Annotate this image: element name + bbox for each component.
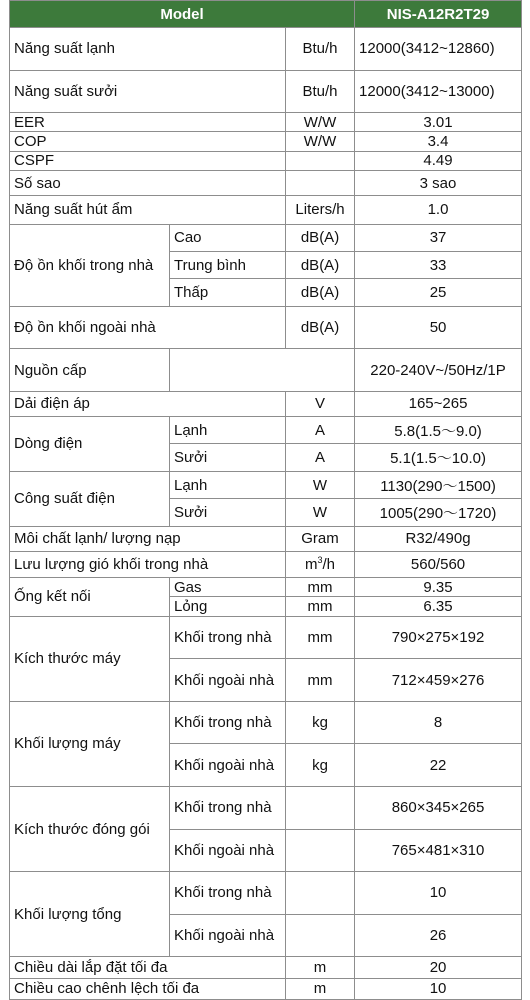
- row-value: 8: [355, 701, 522, 744]
- sub-label: Khối ngoài nhà: [170, 914, 286, 957]
- row-unit: Btu/h: [286, 28, 355, 71]
- sub-label: Sưởi: [170, 444, 286, 471]
- row-unit: Gram: [286, 526, 355, 551]
- row-label: Năng suất hút ẩm: [10, 196, 286, 224]
- row-value: 12000(3412~13000): [355, 70, 522, 113]
- row-unit: mm: [286, 597, 355, 616]
- table-row: [10, 349, 522, 392]
- table-row: [10, 151, 522, 170]
- row-unit: Btu/h: [286, 70, 355, 113]
- row-label: Môi chất lạnh/ lượng nạp: [10, 526, 286, 551]
- row-value: 37: [355, 224, 522, 251]
- row-label: Công suất điện: [10, 471, 170, 526]
- row-label: Số sao: [10, 170, 286, 195]
- row-value: 1005(290～1720): [355, 499, 522, 526]
- row-unit: [286, 914, 355, 957]
- row-unit: [286, 786, 355, 829]
- row-unit: W: [286, 499, 355, 526]
- row-value: 26: [355, 914, 522, 957]
- row-unit: dB(A): [286, 224, 355, 251]
- row-unit: A: [286, 444, 355, 471]
- table-row: [10, 391, 522, 416]
- table-row: [10, 978, 522, 1000]
- row-unit: dB(A): [286, 306, 355, 349]
- row-unit: W/W: [286, 113, 355, 132]
- sub-label: Gas: [170, 578, 286, 597]
- header-row: [10, 1, 522, 28]
- sub-label: Cao: [170, 224, 286, 251]
- sub-label: Khối ngoài nhà: [170, 744, 286, 787]
- row-unit: mm: [286, 659, 355, 702]
- row-unit: [286, 872, 355, 915]
- row-label: Kích thước đóng gói: [10, 786, 170, 871]
- row-value: 33: [355, 251, 522, 278]
- row-value: 5.8(1.5～9.0): [355, 417, 522, 444]
- row-unit: kg: [286, 744, 355, 787]
- table-row: [10, 224, 522, 251]
- row-label: Năng suất lạnh: [10, 28, 286, 71]
- model-label: Model: [10, 1, 355, 28]
- sub-label: Khối ngoài nhà: [170, 659, 286, 702]
- sub-label: Lạnh: [170, 417, 286, 444]
- row-value: 10: [355, 978, 522, 1000]
- row-value: 1.0: [355, 196, 522, 224]
- row-value: 712×459×276: [355, 659, 522, 702]
- unit-base: m: [305, 556, 318, 574]
- row-label: Ống kết nối: [10, 578, 170, 617]
- table-row: [10, 113, 522, 132]
- unit-sup: 3: [317, 555, 323, 566]
- row-label: Khối lượng máy: [10, 701, 170, 786]
- table-row: [10, 701, 522, 744]
- empty-cell: [170, 349, 355, 392]
- table-row: [10, 578, 522, 597]
- row-value: 1130(290～1500): [355, 471, 522, 498]
- row-unit: m: [286, 978, 355, 1000]
- sub-label: Lạnh: [170, 471, 286, 498]
- table-row: [10, 70, 522, 113]
- row-label: Nguồn cấp: [10, 349, 170, 392]
- sub-label: Lỏng: [170, 597, 286, 616]
- table-row: [10, 872, 522, 915]
- row-value: 9.35: [355, 578, 522, 597]
- row-label: Độ ồn khối ngoài nhà: [10, 306, 286, 349]
- row-unit: m: [286, 957, 355, 978]
- row-unit: kg: [286, 701, 355, 744]
- sub-label: Khối trong nhà: [170, 701, 286, 744]
- row-label: Độ ồn khối trong nhà: [10, 224, 170, 306]
- row-unit: A: [286, 417, 355, 444]
- row-value: 220-240V~/50Hz/1P: [355, 349, 522, 392]
- row-label: Năng suất sưởi: [10, 70, 286, 113]
- row-value: 3 sao: [355, 170, 522, 195]
- table-row: [10, 28, 522, 71]
- row-value: 790×275×192: [355, 616, 522, 659]
- table-row: [10, 306, 522, 349]
- row-value: 12000(3412~12860): [355, 28, 522, 71]
- row-value: 560/560: [355, 551, 522, 577]
- row-value: 5.1(1.5～10.0): [355, 444, 522, 471]
- sub-label: Khối trong nhà: [170, 616, 286, 659]
- row-value: 50: [355, 306, 522, 349]
- row-unit: W: [286, 471, 355, 498]
- sub-label: Khối trong nhà: [170, 872, 286, 915]
- table-row: [10, 616, 522, 659]
- table-row: [10, 471, 522, 498]
- table-row: [10, 786, 522, 829]
- row-label: Dòng điện: [10, 417, 170, 472]
- unit-tail: /h: [322, 556, 336, 574]
- row-label: COP: [10, 132, 286, 151]
- table-row: [10, 196, 522, 224]
- row-label: Khối lượng tổng: [10, 872, 170, 957]
- table-row: [10, 551, 522, 577]
- sub-label: Sưởi: [170, 499, 286, 526]
- sub-label: Trung bình: [170, 251, 286, 278]
- row-value: 3.4: [355, 132, 522, 151]
- table-row: [10, 526, 522, 551]
- row-value: 4.49: [355, 151, 522, 170]
- model-value: NIS-A12R2T29: [355, 1, 522, 28]
- row-label: Chiều cao chênh lệch tối đa: [10, 978, 286, 1000]
- row-unit: [286, 551, 355, 577]
- row-unit: dB(A): [286, 251, 355, 278]
- row-value: 20: [355, 957, 522, 978]
- row-unit: W/W: [286, 132, 355, 151]
- row-unit: [286, 151, 355, 170]
- row-value: 10: [355, 872, 522, 915]
- table-row: [10, 417, 522, 444]
- row-unit: mm: [286, 616, 355, 659]
- row-label: Dải điện áp: [10, 391, 286, 416]
- table-row: [10, 132, 522, 151]
- row-unit: V: [286, 391, 355, 416]
- row-label: CSPF: [10, 151, 286, 170]
- table-row: [10, 170, 522, 195]
- row-label: EER: [10, 113, 286, 132]
- row-label: Kích thước máy: [10, 616, 170, 701]
- row-unit: Liters/h: [286, 196, 355, 224]
- table-row: [10, 957, 522, 978]
- row-unit: mm: [286, 578, 355, 597]
- row-value: 3.01: [355, 113, 522, 132]
- row-label: Chiều dài lắp đặt tối đa: [10, 957, 286, 978]
- sub-label: Khối ngoài nhà: [170, 829, 286, 872]
- row-value: 22: [355, 744, 522, 787]
- row-value: 25: [355, 279, 522, 306]
- spec-table: [9, 0, 522, 1000]
- row-unit: [286, 170, 355, 195]
- row-label: Lưu lượng gió khối trong nhà: [10, 551, 286, 577]
- row-value: 765×481×310: [355, 829, 522, 872]
- row-value: 6.35: [355, 597, 522, 616]
- row-value: 165~265: [355, 391, 522, 416]
- sub-label: Khối trong nhà: [170, 786, 286, 829]
- row-unit: [286, 829, 355, 872]
- row-value: 860×345×265: [355, 786, 522, 829]
- row-unit: dB(A): [286, 279, 355, 306]
- row-value: R32/490g: [355, 526, 522, 551]
- sub-label: Thấp: [170, 279, 286, 306]
